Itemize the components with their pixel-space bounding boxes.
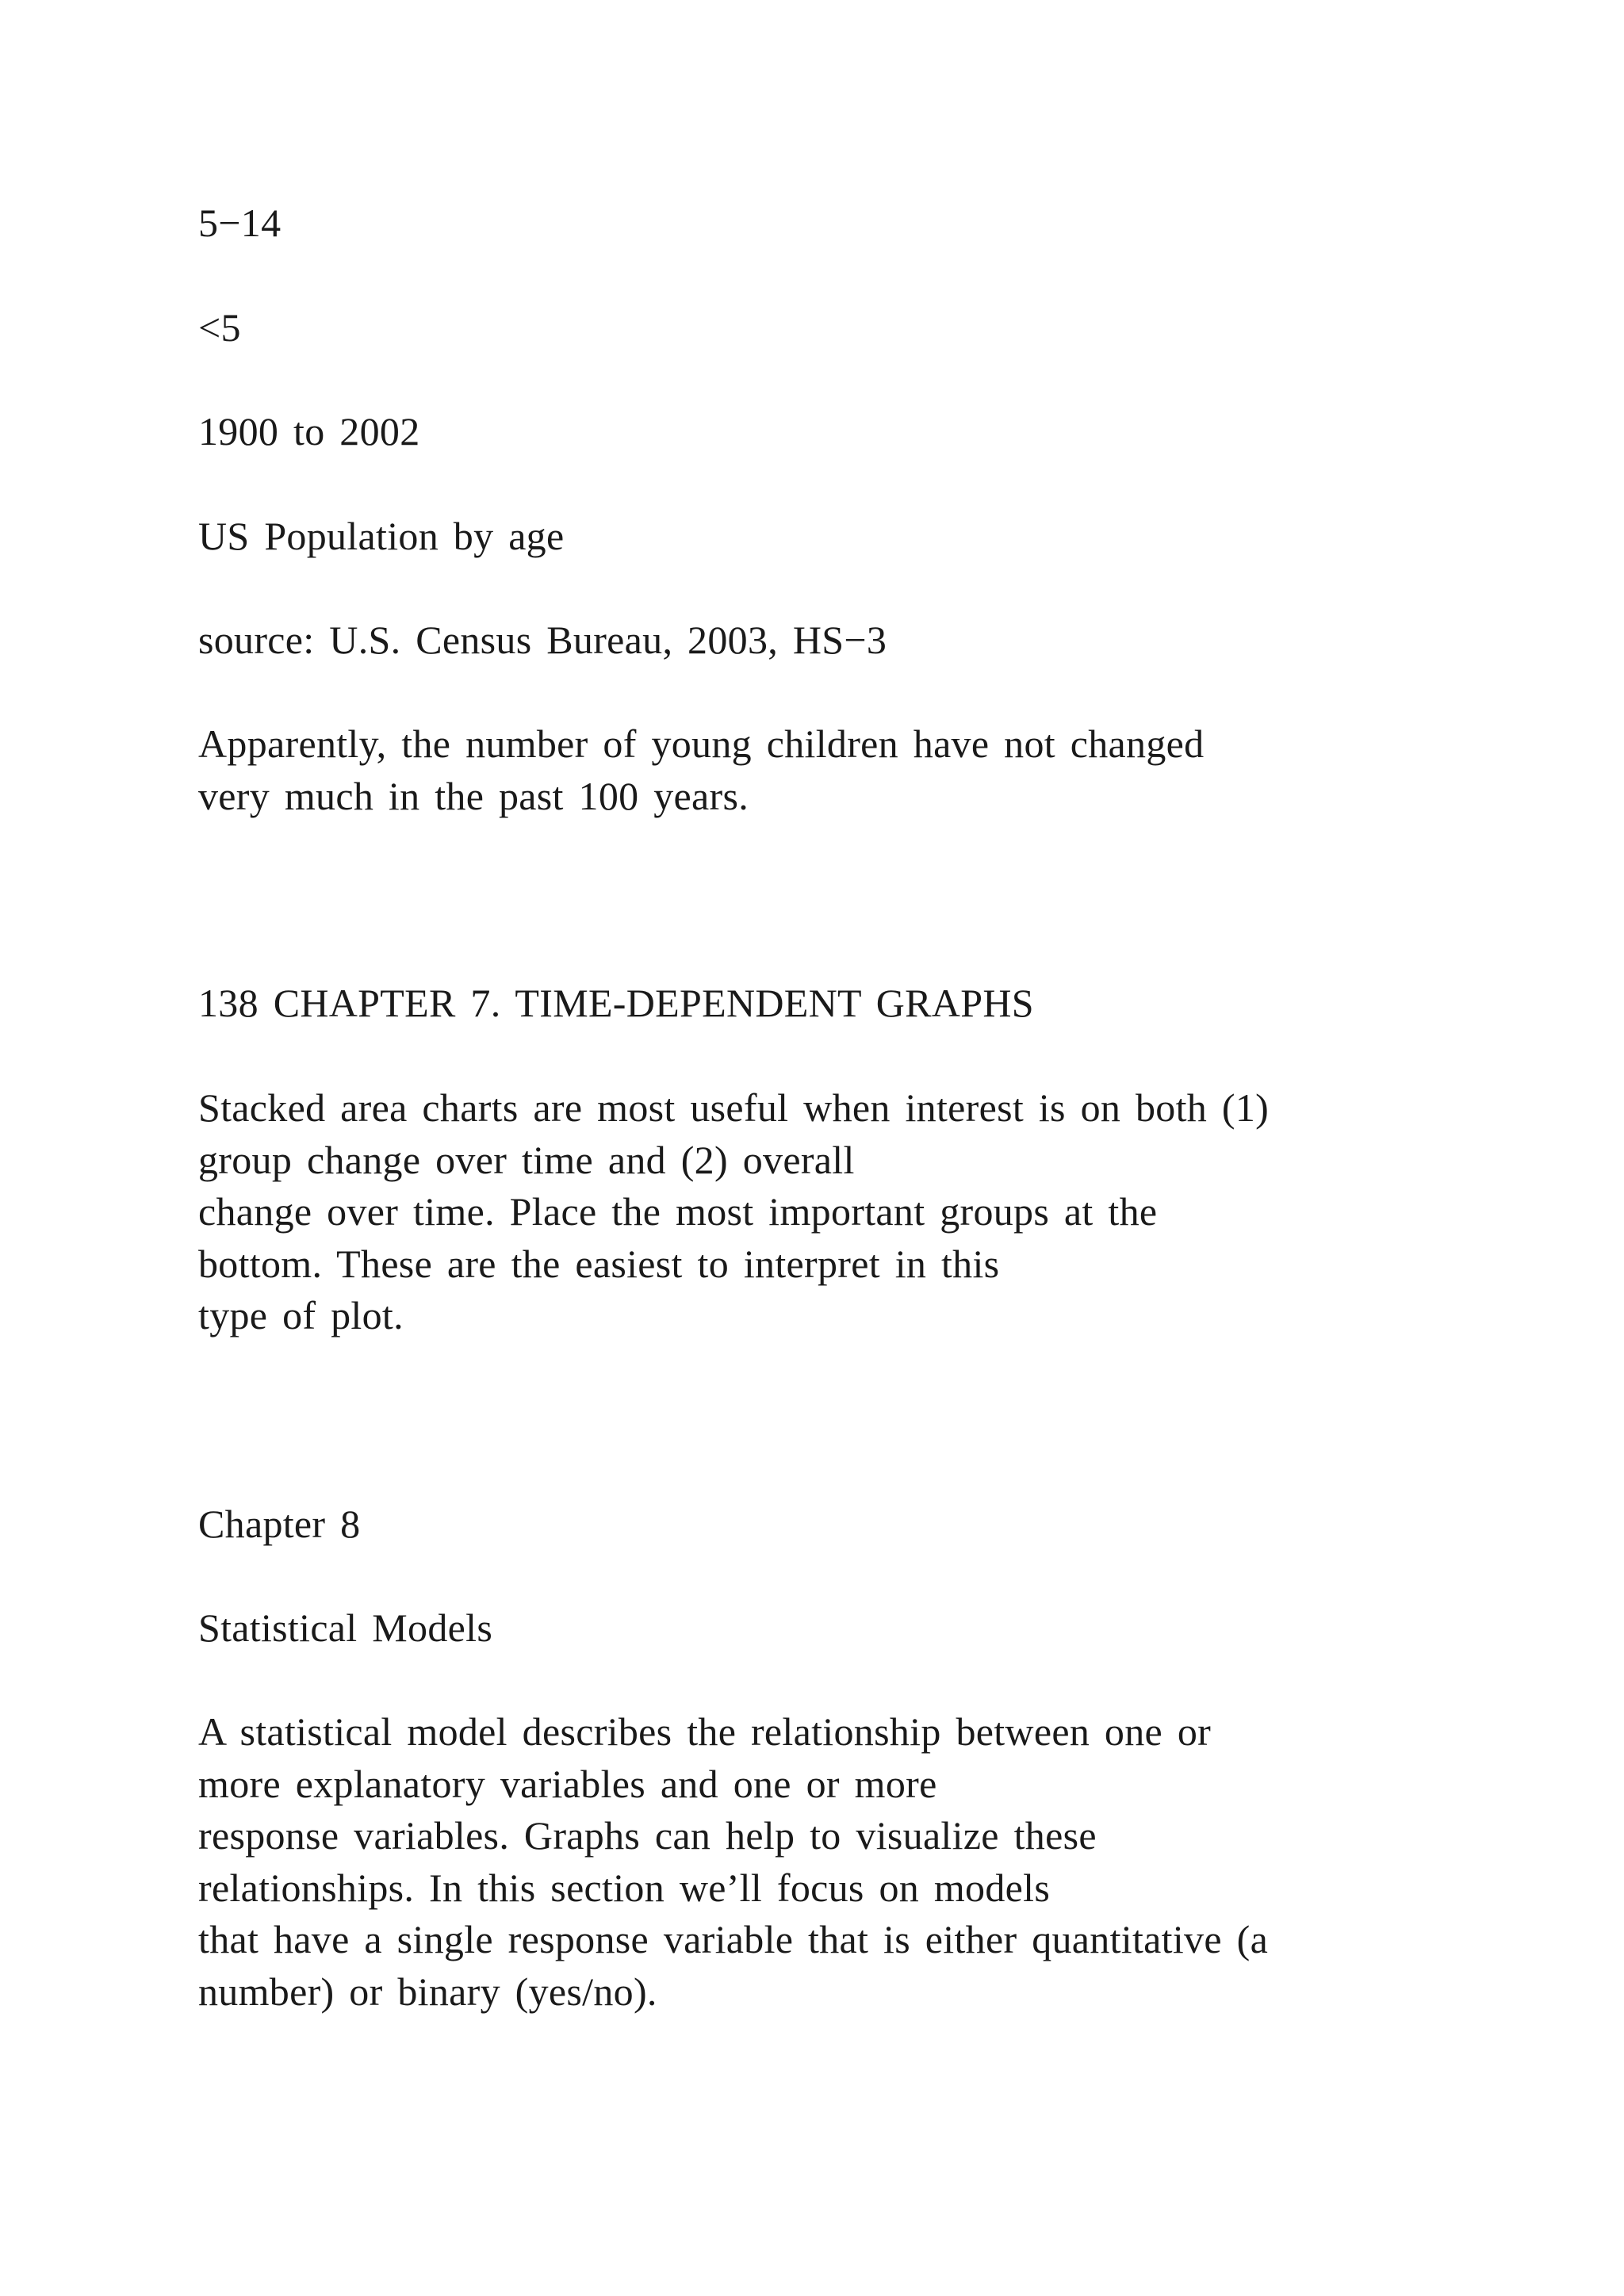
figure-source: source: U.S. Census Bureau, 2003, HS−3 bbox=[198, 618, 887, 662]
paragraph-line: Apparently, the number of young children have not changed bbox=[198, 721, 1205, 766]
paragraph-line: change over time. Place the most important groups at the bbox=[198, 1189, 1158, 1234]
paragraph-line: relationships. In this section we’ll focus on models bbox=[198, 1866, 1051, 1910]
age-group-label-under-5: <5 bbox=[198, 305, 241, 350]
paragraph-line: very much in the past 100 years. bbox=[198, 774, 749, 818]
paragraph-line: that have a single response variable that is either quantitative (a bbox=[198, 1917, 1269, 1961]
paragraph-line: A statistical model describes the relationship between one or bbox=[198, 1709, 1212, 1754]
paragraph-line: more explanatory variables and one or more bbox=[198, 1762, 937, 1806]
figure-title: US Population by age bbox=[198, 514, 565, 558]
year-range-label: 1900 to 2002 bbox=[198, 409, 420, 453]
chapter-label: Chapter 8 bbox=[198, 1502, 361, 1546]
running-header: 138 CHAPTER 7. TIME-DEPENDENT GRAPHS bbox=[198, 981, 1034, 1025]
paragraph-line: type of plot. bbox=[198, 1293, 404, 1337]
paragraph-line: Stacked area charts are most useful when interest is on both (1) bbox=[198, 1085, 1270, 1130]
paragraph-line: group change over time and (2) overall bbox=[198, 1138, 855, 1182]
age-group-label-5-14: 5−14 bbox=[198, 201, 282, 245]
paragraph-line: bottom. These are the easiest to interpret in this bbox=[198, 1242, 1000, 1286]
paragraph-line: response variables. Graphs can help to visualize these bbox=[198, 1813, 1097, 1858]
chapter-title: Statistical Models bbox=[198, 1605, 493, 1650]
paragraph-line: number) or binary (yes/no). bbox=[198, 1969, 657, 2014]
